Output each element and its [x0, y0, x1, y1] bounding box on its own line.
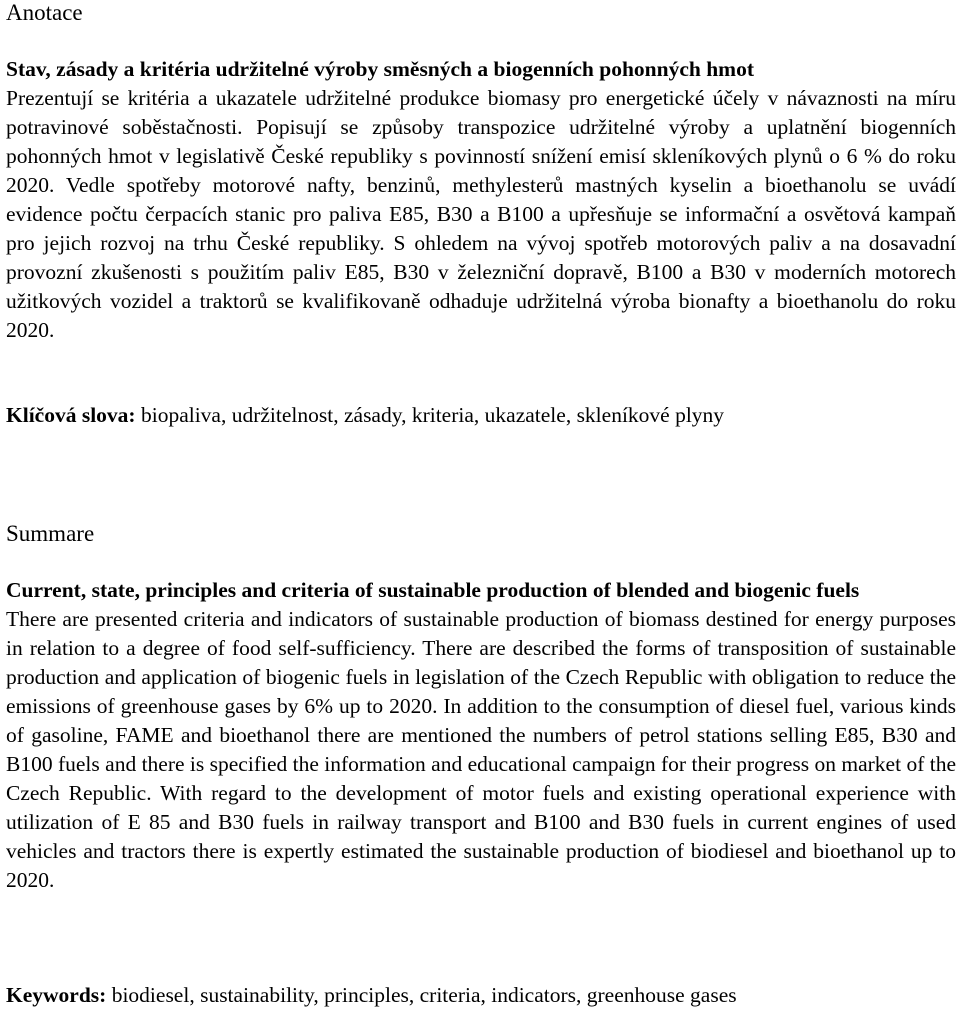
summare-heading: Summare: [6, 521, 95, 546]
anotace-keywords-list: biopaliva, udržitelnost, zásady, kriteria, ukazatele, skleníkové plyny: [135, 403, 725, 427]
anotace-body: Prezentují se kritéria a ukazatele udržitelné produkce biomasy pro energetické účely v návaznosti na míru potravinové soběstačnosti. Popisují se způsoby transpozice udržitelné výroby a uplatnění biogenních pohonných hmot v legislativě České republiky s povinností snížení emisí skleníkových plynů o 6 % do roku 2020. Vedle spotřeby motorové nafty, benzinů, methylesterů mastných kyselin a bioethanolu se uvádí evidence počtu čerpacích stanic pro paliva E85, B30 a B100 a upřesňuje se informační a osvětová kampaň pro jejich rozvoj na trhu České republiky. S ohledem na vývoj spotřeb motorových paliv a na dosavadní provozní zkušenosti s použitím paliv E85, B30 v železniční dopravě, B100 a B30 v moderních motorech užitkových vozidel a traktorů se kvalifikovaně odhaduje udržitelná výroba bionafty a bioethanolu do roku 2020.: [6, 86, 956, 342]
anotace-keywords-label: Klíčová slova:: [6, 403, 136, 427]
summare-keywords-label: Keywords:: [6, 983, 107, 1007]
anotace-heading: Anotace: [6, 0, 83, 25]
summare-body: There are presented criteria and indicators of sustainable production of biomass destined for energy purposes in relation to a degree of food self-sufficiency. There are described the forms of transposition of sustainable production and application of biogenic fuels in legislation of the Czech Republic with obligation to reduce the emissions of greenhouse gases by 6% up to 2020. In addition to the consumption of diesel fuel, various kinds of gasoline, FAME and bioethanol there are mentioned the numbers of petrol stations selling E85, B30 and B100 fuels and there is specified the information and educational campaign for their progress on market of the Czech Republic. With regard to the development of motor fuels and existing operational experience with utilization of E 85 and B30 fuels in railway transport and B100 and B30 fuels in current engines of used vehicles and tractors there is expertly estimated the sustainable production of biodiesel and bioethanol up to 2020.: [6, 607, 956, 892]
anotace-title: Stav, zásady a kritéria udržitelné výroby směsných a biogenních pohonných hmot: [6, 57, 754, 81]
summare-keywords-list: biodiesel, sustainability, principles, criteria, indicators, greenhouse gases: [106, 983, 737, 1007]
summare-keywords: [6, 981, 956, 1010]
anotace-section: [6, 55, 956, 345]
anotace-keywords: [6, 401, 956, 430]
summare-title: Current, state, principles and criteria of sustainable production of blended and biogenic fuels: [6, 578, 860, 602]
summare-section: [6, 576, 956, 895]
